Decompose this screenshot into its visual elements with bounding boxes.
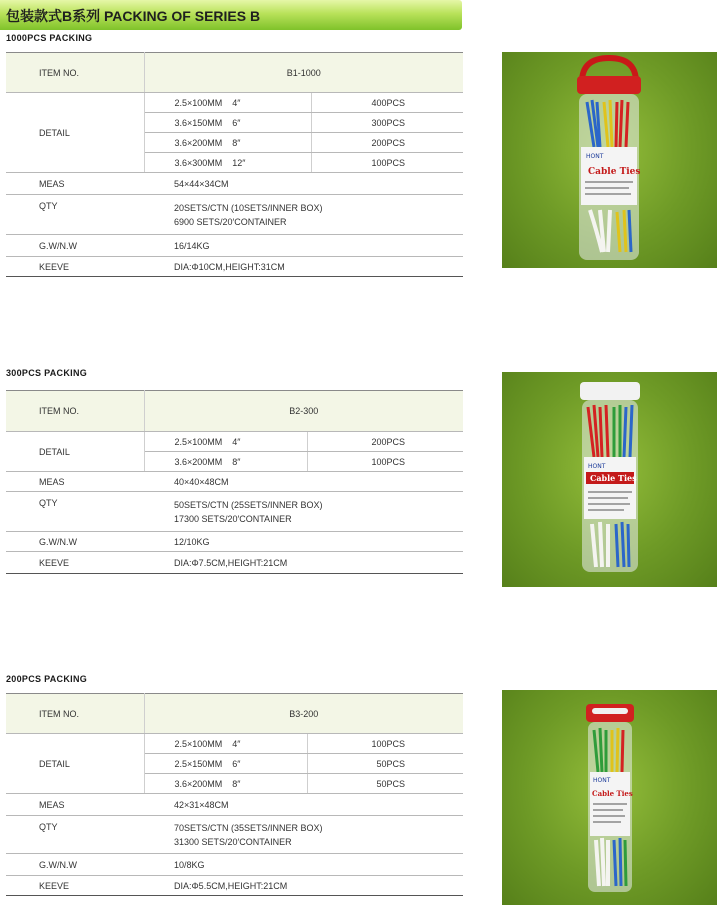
brand-text: HONT [586,153,604,160]
detail-size: 2.5×100MM 4″ [144,93,312,113]
qty-line: 70SETS/CTN (35SETS/INNER BOX) [174,822,323,833]
section-title-1000: 1000PCS PACKING [6,33,93,43]
qty-label: QTY [6,195,144,235]
jar-cap [577,76,641,94]
detail-qty: 200PCS [308,432,463,452]
header-banner [0,0,462,30]
detail-size: 2.5×100MM 4″ [144,432,308,452]
section-title-300: 300PCS PACKING [6,368,88,378]
qty-label: QTY [6,816,144,854]
spec-table-b2-300 [6,390,463,574]
jar-label-text: Cable Ties [590,473,637,483]
detail-size: 3.6×300MM 12″ [144,153,312,173]
meas-label: MEAS [6,794,144,816]
meas-value: 54×44×34CM [144,173,463,195]
detail-size: 3.6×200MM 8″ [144,774,308,794]
qty-line: 50SETS/CTN (25SETS/INNER BOX) [174,499,323,510]
keeve-value: DIA:Φ7.5CM,HEIGHT:21CM [144,552,463,574]
product-photo-b1-1000 [502,52,717,268]
detail-size: 2.5×100MM 4″ [144,734,308,754]
gw-value: 12/10KG [144,532,463,552]
keeve-label: KEEVE [6,552,144,574]
jar-label-text: Cable Ties [592,789,633,798]
gw-label: G.W/N.W [6,532,144,552]
detail-qty: 50PCS [308,774,463,794]
detail-qty: 100PCS [308,452,463,472]
detail-qty: 200PCS [312,133,463,153]
gw-value: 10/8KG [144,854,463,876]
item-no-label: ITEM NO. [6,53,144,93]
keeve-value: DIA:Φ5.5CM,HEIGHT:21CM [144,876,463,896]
brand-text: HONT [593,777,611,784]
product-photo-b3-200 [502,690,717,905]
detail-size: 3.6×200MM 8″ [144,133,312,153]
qty-line: 31300 SETS/20′CONTAINER [174,836,292,847]
detail-qty: 50PCS [308,754,463,774]
detail-size: 2.5×150MM 6″ [144,754,308,774]
detail-qty: 300PCS [312,113,463,133]
qty-value [144,195,463,235]
item-no-label: ITEM NO. [6,694,144,734]
gw-label: G.W/N.W [6,854,144,876]
meas-value: 40×40×48CM [144,472,463,492]
spec-table-b1-1000 [6,52,463,277]
detail-size: 3.6×150MM 6″ [144,113,312,133]
keeve-value: DIA:Φ10CM,HEIGHT:31CM [144,257,463,277]
section-title-200: 200PCS PACKING [6,674,88,684]
qty-value [144,816,463,854]
qty-line: 20SETS/CTN (10SETS/INNER BOX) [174,202,323,213]
detail-qty: 400PCS [312,93,463,113]
meas-value: 42×31×48CM [144,794,463,816]
gw-value: 16/14KG [144,235,463,257]
detail-size: 3.6×200MM 8″ [144,452,308,472]
qty-line: 17300 SETS/20′CONTAINER [174,513,292,524]
qty-line: 6900 SETS/20′CONTAINER [174,216,287,227]
detail-label: DETAIL [6,734,144,794]
item-no-value: B2-300 [144,391,463,432]
keeve-label: KEEVE [6,876,144,896]
cap-ring [592,708,628,714]
jar-label-text: Cable Ties [588,167,641,177]
keeve-label: KEEVE [6,257,144,277]
item-no-value: B1-1000 [144,53,463,93]
detail-label: DETAIL [6,432,144,472]
page-title: 包装款式B系列 PACKING OF SERIES B [6,8,261,24]
meas-label: MEAS [6,173,144,195]
jar-cap [580,382,640,400]
gw-label: G.W/N.W [6,235,144,257]
detail-qty: 100PCS [308,734,463,754]
spec-table-b3-200 [6,693,463,896]
meas-label: MEAS [6,472,144,492]
detail-qty: 100PCS [312,153,463,173]
item-no-value: B3-200 [144,694,463,734]
product-photo-b2-300 [502,372,717,587]
detail-label: DETAIL [6,93,144,173]
qty-value [144,492,463,532]
qty-label: QTY [6,492,144,532]
item-no-label: ITEM NO. [6,391,144,432]
brand-text: HONT [588,463,606,470]
